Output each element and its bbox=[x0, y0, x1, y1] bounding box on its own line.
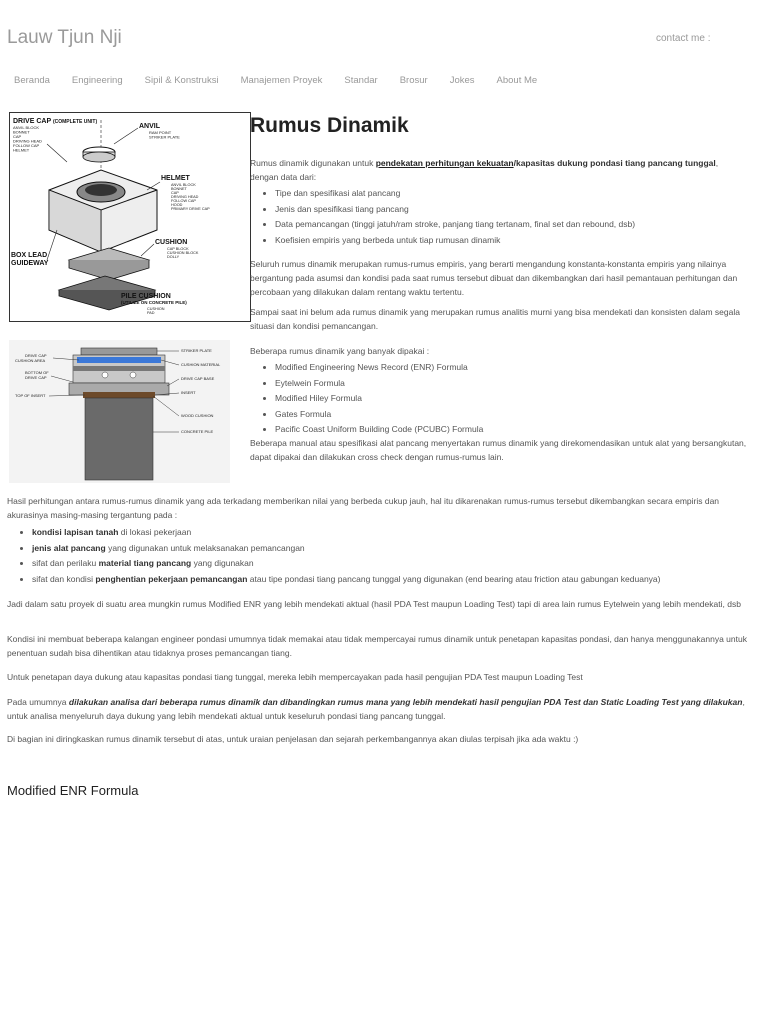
list-item: • sifat dan perilaku material tiang pancang yang digunakan bbox=[32, 556, 768, 570]
list-item: • Gates Formula bbox=[275, 407, 750, 421]
list-item: • kondisi lapisan tanah di lokasi pekerjaan bbox=[32, 525, 768, 539]
paragraph-hasil: Hasil perhitungan antara rumus-rumus dinamik yang ada terkadang memberikan nilai yang berbeda cukup jauh, hal itu dikarenakan rumus-rumus tersebut dikembangkan secara empiris dan akurasinya masing-masing tergantung pada : bbox=[7, 496, 720, 520]
svg-text:DRIVE CAP: DRIVE CAP bbox=[25, 353, 47, 358]
list-item: • Data pemancangan (tinggi jatuh/ram stroke, panjang tiang tertanam, final set dan rebound, dsb) bbox=[275, 217, 745, 231]
svg-text:CAP: CAP bbox=[13, 134, 22, 139]
paragraph-kondisi: Kondisi ini membuat beberapa kalangan engineer pondasi umumnya tidak memakai atau tidak mempercayai rumus dinamik untuk penetapan kapasitas pondasi, dan hanya menggunakannya untuk penentuan sudah bisa dihentikan atau tidaknya proses pemancangan tiang. bbox=[7, 634, 747, 658]
svg-text:FOLLOW CAP: FOLLOW CAP bbox=[171, 199, 196, 203]
paragraph-jadi: Jadi dalam satu proyek di suatu area mungkin rumus Modified ENR yang lebih mendekati aktual (hasil PDA Test maupun Loading Test) tapi di area lain rumus Eytelwein yang lebih mendekati, dsb bbox=[7, 599, 741, 609]
list-item: • jenis alat pancang yang digunakan untuk melaksanakan pemancangan bbox=[32, 541, 768, 555]
article-title: Rumus Dinamik bbox=[250, 114, 409, 137]
site-title[interactable]: Lauw Tjun Nji bbox=[7, 27, 122, 48]
svg-text:BONNET: BONNET bbox=[171, 187, 187, 191]
svg-text:INSERT: INSERT bbox=[181, 390, 196, 395]
svg-text:DOLLY: DOLLY bbox=[167, 255, 180, 259]
svg-text:CUSHION MATERIAL: CUSHION MATERIAL bbox=[181, 362, 221, 367]
svg-text:CUSHION: CUSHION bbox=[155, 239, 188, 246]
intro-paragraph: Rumus dinamik digunakan untuk pendekatan perhitungan kekuatan/kapasitas dukung pondasi tiang pancang tunggal, dengan data dari: bbox=[250, 158, 719, 182]
list-item: • Pacific Coast Uniform Building Code (PCUBC) Formula bbox=[275, 422, 750, 436]
svg-text:STRIKER PLATE: STRIKER PLATE bbox=[181, 348, 212, 353]
svg-text:DRIVE CAP BASE: DRIVE CAP BASE bbox=[181, 376, 215, 381]
svg-text:(UTILIZE ON CONCRETE PILE): (UTILIZE ON CONCRETE PILE) bbox=[121, 300, 187, 305]
section-title-modified-enr: Modified ENR Formula bbox=[7, 783, 139, 798]
formulas-list bbox=[250, 360, 750, 436]
list-item: • Tipe dan spesifikasi alat pancang bbox=[275, 186, 745, 200]
nav-item-engineering[interactable]: Engineering bbox=[71, 75, 123, 86]
svg-text:ANVIL: ANVIL bbox=[139, 123, 160, 130]
svg-text:ANVIL BLOCK: ANVIL BLOCK bbox=[13, 125, 40, 130]
paragraph-manual: Beberapa manual atau spesifikasi alat pancang menyertakan rumus dinamik yang direkomendasikan untuk alat yang bersangkutan, dapat dipakai dan dilakukan cross check dengan rumus-rumus lain. bbox=[250, 438, 747, 462]
svg-text:STRIKER PLATE: STRIKER PLATE bbox=[149, 134, 180, 140]
svg-text:HOOD: HOOD bbox=[171, 203, 183, 207]
svg-text:HELMET: HELMET bbox=[161, 175, 190, 182]
list-item: • Modified Hiley Formula bbox=[275, 391, 750, 405]
nav-item-standar[interactable]: Standar bbox=[344, 75, 378, 86]
svg-text:CUSHION BLOCK: CUSHION BLOCK bbox=[167, 251, 199, 255]
nav-item-brosur[interactable]: Brosur bbox=[399, 75, 428, 86]
svg-text:FOLLOW CAP: FOLLOW CAP bbox=[13, 143, 40, 148]
nav-item-about-me[interactable]: About Me bbox=[496, 75, 538, 86]
paragraph-pada-umumnya: Pada umumnya dilakukan analisa dari beberapa rumus dinamik dan dibandingkan rumus mana yang lebih mendekati hasil pengujian PDA Test dan Static Loading Test yang dilakukan, untuk analisa menyeluruh daya dukung yang lebih mendekati aktual untuk keseluruh pondasi tiang pancang tunggal. bbox=[7, 697, 745, 721]
svg-text:HELMET: HELMET bbox=[13, 147, 30, 153]
svg-text:GUIDEWAY: GUIDEWAY bbox=[11, 260, 49, 267]
nav-item-beranda[interactable]: Beranda bbox=[14, 75, 50, 86]
list-item: • Eytelwein Formula bbox=[275, 376, 750, 390]
svg-text:TOP OF INSERT: TOP OF INSERT bbox=[15, 393, 46, 398]
paragraph-belum: Sampai saat ini belum ada rumus dinamik yang merupakan rumus analitis murni yang bisa mendekati dan konsisten dalam segala situasi dan kondisi pemancangan. bbox=[250, 307, 740, 331]
list-item: • Koefisien empiris yang berbeda untuk tiap rumusan dinamik bbox=[275, 233, 745, 247]
svg-text:BONNET: BONNET bbox=[13, 129, 30, 135]
svg-text:PRIMARY DRIVE CAP: PRIMARY DRIVE CAP bbox=[171, 207, 210, 211]
svg-text:DRIVING HEAD: DRIVING HEAD bbox=[13, 138, 42, 144]
svg-text:ANVIL BLOCK: ANVIL BLOCK bbox=[171, 183, 196, 187]
intro-link[interactable]: pendekatan perhitungan kekuatan bbox=[375, 158, 514, 168]
nav-item-manajemen-proyek[interactable]: Manajemen Proyek bbox=[240, 75, 323, 86]
nav-item-jokes[interactable]: Jokes bbox=[449, 75, 475, 86]
factors-list bbox=[7, 525, 768, 587]
drive-cap-diagram bbox=[9, 112, 251, 322]
nav-item-sipil-konstruksi[interactable]: Sipil & Konstruksi bbox=[144, 75, 219, 86]
list-item: • sifat dan kondisi penghentian pekerjaan pemancangan atau tipe pondasi tiang pancang tunggal yang digunakan (end bearing atau friction atau gabungan keduanya) bbox=[32, 572, 768, 586]
svg-text:WOOD CUSHION: WOOD CUSHION bbox=[181, 413, 214, 418]
svg-text:PILE CUSHION: PILE CUSHION bbox=[121, 293, 171, 300]
svg-text:DRIVE CAP (COMPLETE UNIT): DRIVE CAP (COMPLETE UNIT) bbox=[13, 118, 98, 125]
paragraph-empiris: Seluruh rumus dinamik merupakan rumus-rumus empiris, yang berarti mengandung konstanta-konstanta empiris yang nilainya bergantung pada asumsi dan kondisi pada saat rumus tersebut dibuat dan dikembangkan dari hasil pemantauan perhitungan dan percobaan yang dilakukan dalam rentang waktu tertentu. bbox=[250, 259, 738, 297]
paragraph-bagian: Di bagian ini diringkaskan rumus dinamik tersebut di atas, untuk uraian penjelasan dan sejarah perkembangannya akan diulas terpisah jika ada waktu :) bbox=[7, 734, 579, 744]
svg-text:DRIVING HEAD: DRIVING HEAD bbox=[171, 195, 199, 199]
paragraph-untuk: Untuk penetapan daya dukung atau kapasitas pondasi tiang tunggal, mereka lebih mempercayakan pada hasil pengujian PDA Test maupun Loading Test bbox=[7, 672, 583, 682]
list-item: • Modified Engineering News Record (ENR) Formula bbox=[275, 360, 750, 374]
svg-text:CAP BLOCK: CAP BLOCK bbox=[167, 247, 189, 251]
svg-text:CAP: CAP bbox=[171, 191, 179, 195]
formulas-section bbox=[250, 344, 750, 438]
svg-text:BOTTOM OF: BOTTOM OF bbox=[25, 370, 49, 375]
svg-text:BOX LEAD: BOX LEAD bbox=[11, 252, 48, 259]
list-item: • Jenis dan spesifikasi tiang pancang bbox=[275, 202, 745, 216]
data-list bbox=[250, 186, 745, 247]
contact-link[interactable]: contact me : bbox=[656, 33, 711, 44]
svg-text:RAM POINT: RAM POINT bbox=[149, 130, 172, 135]
svg-text:CUSHION AREA: CUSHION AREA bbox=[15, 358, 46, 363]
svg-text:PAD: PAD bbox=[147, 311, 155, 315]
article-intro bbox=[250, 156, 745, 248]
drive-cap-cross-section bbox=[9, 340, 230, 483]
main-nav bbox=[14, 75, 559, 86]
svg-text:CUSHION: CUSHION bbox=[147, 307, 165, 311]
svg-text:DRIVE CAP: DRIVE CAP bbox=[25, 375, 47, 380]
svg-text:CONCRETE PILE: CONCRETE PILE bbox=[181, 429, 214, 434]
formulas-heading: Beberapa rumus dinamik yang banyak dipakai : bbox=[250, 346, 430, 356]
